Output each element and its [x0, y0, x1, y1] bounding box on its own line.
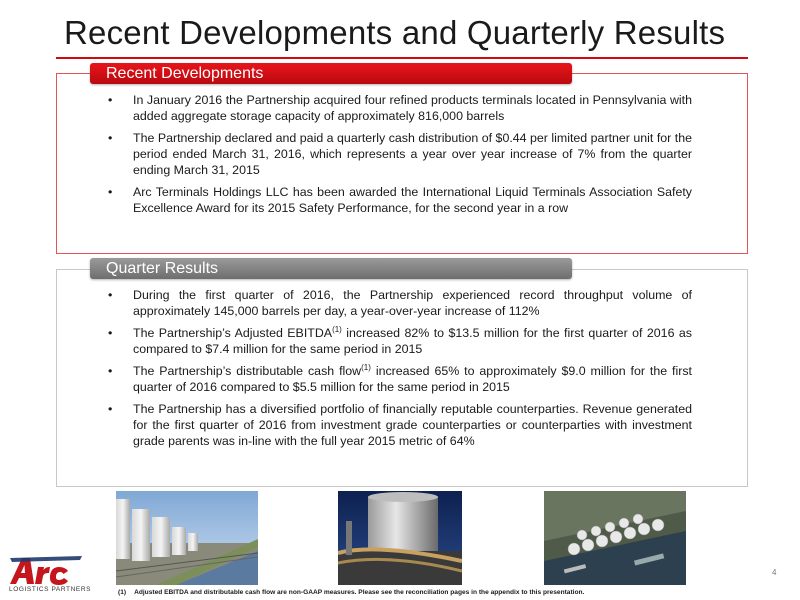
footnote-number: (1)	[118, 589, 127, 596]
bullet-icon: •	[108, 326, 113, 340]
bullet-icon: •	[108, 93, 113, 107]
footnote-ref: (1)	[332, 325, 342, 334]
list-item: • The Partnership declared and paid a quarterly cash distribution of $0.44 per limited partner unit for the period ended March 31, 2016, which represents a year over year increase of 7% from the quarter ending March 31, 2015	[108, 131, 692, 177]
quarter-results-list	[106, 287, 692, 455]
logo-subtitle: LOGISTICS PARTNERS	[9, 586, 92, 593]
bullet-icon: •	[108, 364, 113, 378]
bullet-icon: •	[108, 402, 113, 416]
footnote-text: Adjusted EBITDA and distributable cash flow are non-GAAP measures. Please see the reconciliation pages in the appendix to this presentation.	[134, 589, 585, 596]
list-item: • The Partnership’s distributable cash flow$^{(1)}$ increased 65% to approximately $9.0 million for the first quarter of 2016 compared to $5.5 million for the same period in 2015	[108, 363, 692, 394]
tank-night-photo	[338, 491, 462, 585]
title-divider	[56, 57, 748, 59]
list-item: • The Partnership’s Adjusted EBITDA$^{(1)}$ increased 82% to $13.5 million for the first quarter of 2016 as compared to $7.4 million for the same period in 2015	[108, 325, 692, 356]
recent-developments-list	[106, 92, 692, 222]
recent-developments-header: Recent Developments	[90, 63, 572, 84]
terminal-aerial-photo	[544, 491, 686, 585]
footnote-ref: (1)	[361, 363, 371, 372]
quarter-results-header: Quarter Results	[90, 258, 572, 279]
bullet-icon: •	[108, 131, 113, 145]
page-title: Recent Developments and Quarterly Results	[64, 14, 726, 51]
footnote	[118, 589, 584, 596]
page-number: 4	[772, 568, 777, 577]
terminal-tanks-photo	[116, 491, 258, 585]
bullet-icon: •	[108, 185, 113, 199]
list-item: • During the first quarter of 2016, the Partnership experienced record throughput volume of approximately 145,000 barrels per day, a year-over-year increase of 112%	[108, 288, 692, 318]
list-item: • Arc Terminals Holdings LLC has been awarded the International Liquid Terminals Association Safety Excellence Award for its 2015 Safety Performance, for the second year in a row	[108, 185, 692, 215]
bullet-icon: •	[108, 288, 113, 302]
list-item: • In January 2016 the Partnership acquired four refined products terminals located in Pennsylvania with added aggregate storage capacity of approximately 816,000 barrels	[108, 93, 692, 123]
list-item: • The Partnership has a diversified portfolio of financially reputable counterparties. Revenue generated for the first quarter of 2016 from investment grade counterparties or counterparties with investment grade parents was in-line with the full year 2015 metric of 64%	[108, 402, 692, 448]
